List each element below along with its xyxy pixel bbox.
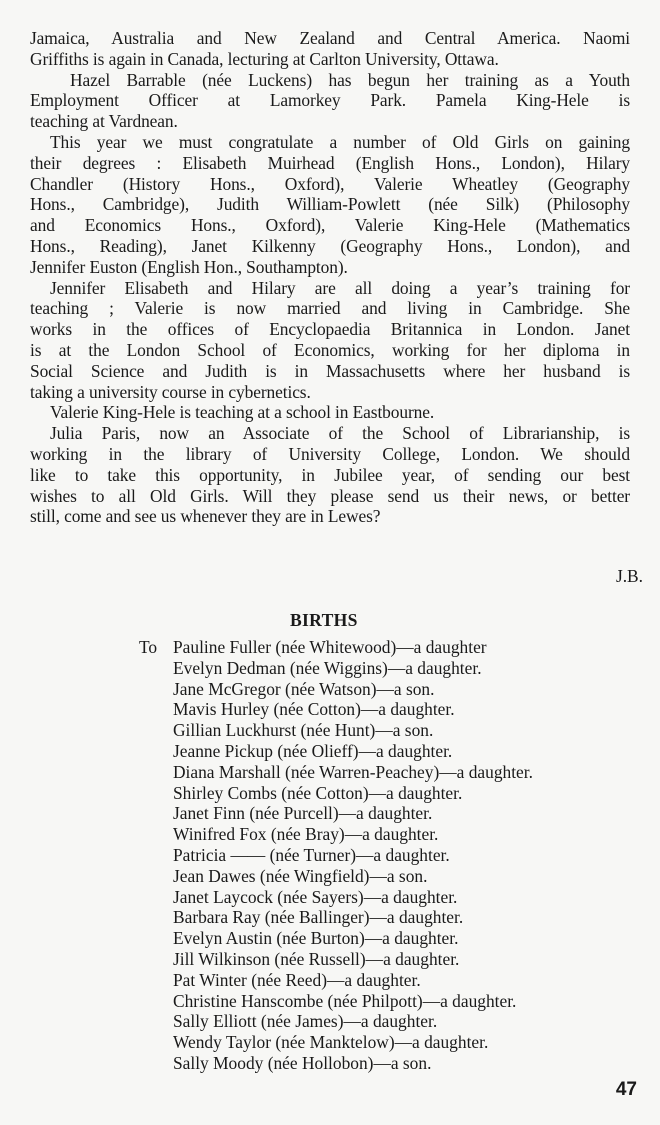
text-line: working in the library of University College, London. We should [30,443,630,464]
text-line: Jamaica, Australia and New Zealand and Central America. Naomi [30,28,630,48]
births-list [139,637,533,1074]
list-item: Pauline Fuller (née Whitewood)—a daughter [173,637,487,657]
text-line: Jennifer Elisabeth and Hilary are all doing a year’s training for [50,277,630,298]
paragraph [30,28,630,70]
text-line: Social Science and Judith is in Massachusetts where her husband is [30,360,630,381]
text-line: is at the London School of Economics, working for her diploma in [30,339,630,360]
text-line: Valerie King-Hele is teaching at a school in Eastbourne. [50,402,435,423]
list-item: Evelyn Austin (née Burton)—a daughter. [173,928,459,949]
author-signoff: J.B. [615,566,643,586]
list-item: Jean Dawes (née Wingfield)—a son. [173,865,428,886]
text-line: Jennifer Euston (English Hon., Southampton). [30,256,348,277]
paragraph [30,278,630,403]
article-body [30,28,630,527]
text-line: works in the offices of Encyclopaedia Britannica in London. Janet [30,319,630,340]
list-item: Patricia —— (née Turner)—a daughter. [173,844,450,865]
list-item: Sally Moody (née Hollobon)—a son. [173,1052,432,1073]
text-line: Hazel Barrable (née Luckens) has begun her training as a Youth [70,69,630,90]
text-line: and Economics Hons., Oxford), Valerie King-Hele (Mathematics [30,215,630,236]
text-line: Hons., Reading), Janet Kilkenny (Geography Hons., London), and [30,235,630,256]
list-item: Jill Wilkinson (née Russell)—a daughter. [173,948,460,969]
list-item: Shirley Combs (née Cotton)—a daughter. [173,782,463,803]
list-item: Sally Elliott (née James)—a daughter. [173,1011,438,1032]
text-line: teaching at Vardnean. [30,111,178,132]
text-line: Hons., Cambridge), Judith William-Powlett (née Silk) (Philosophy [30,194,630,215]
list-item: Christine Hanscombe (née Philpott)—a daughter. [173,990,517,1011]
paragraph [30,402,630,423]
text-line: Chandler (History Hons., Oxford), Valerie Wheatley (Geography [30,173,630,194]
paragraph [30,70,630,132]
list-item: Pat Winter (née Reed)—a daughter. [173,969,421,990]
text-line: wishes to all Old Girls. Will they please send us their news, or better [30,485,630,506]
list-item: Gillian Luckhurst (née Hunt)—a son. [173,720,434,741]
text-line: teaching ; Valerie is now married and living in Cambridge. She [30,298,630,319]
text-line: like to take this opportunity, in Jubilee year, of sending our best [30,464,630,485]
text-line: their degrees : Elisabeth Muirhead (English Hons., London), Hilary [30,152,630,173]
paragraph [30,132,630,278]
list-item: Winifred Fox (née Bray)—a daughter. [173,824,439,845]
page-number: 47 [615,1079,637,1100]
list-item: Diana Marshall (née Warren-Peachey)—a daughter. [173,761,533,782]
births-entries [139,637,533,1074]
text-line: Employment Officer at Lamorkey Park. Pamela King-Hele is [30,90,630,111]
list-item: Janet Finn (née Purcell)—a daughter. [173,803,433,824]
list-item: Evelyn Dedman (née Wiggins)—a daughter. [173,657,482,678]
text-line: Griffiths is again in Canada, lecturing at Carlton University, Ottawa. [30,48,499,69]
births-heading: BIRTHS [290,610,358,630]
text-line: taking a university course in cybernetics. [30,381,311,402]
list-item: Wendy Taylor (née Manktelow)—a daughter. [173,1032,489,1053]
text-line: still, come and see us whenever they are in Lewes? [30,506,381,527]
list-item: Mavis Hurley (née Cotton)—a daughter. [173,699,455,720]
text-line: This year we must congratulate a number of Old Girls on gaining [50,131,630,152]
list-item: Janet Laycock (née Sayers)—a daughter. [173,886,458,907]
paragraph [30,423,630,527]
list-item: Barbara Ray (née Ballinger)—a daughter. [173,907,464,928]
text-line: Julia Paris, now an Associate of the School of Librarianship, is [50,423,630,444]
list-item: Jane McGregor (née Watson)—a son. [173,678,435,699]
list-item: Jeanne Pickup (née Olieff)—a daughter. [173,740,453,761]
births-prefix: To [139,637,158,657]
